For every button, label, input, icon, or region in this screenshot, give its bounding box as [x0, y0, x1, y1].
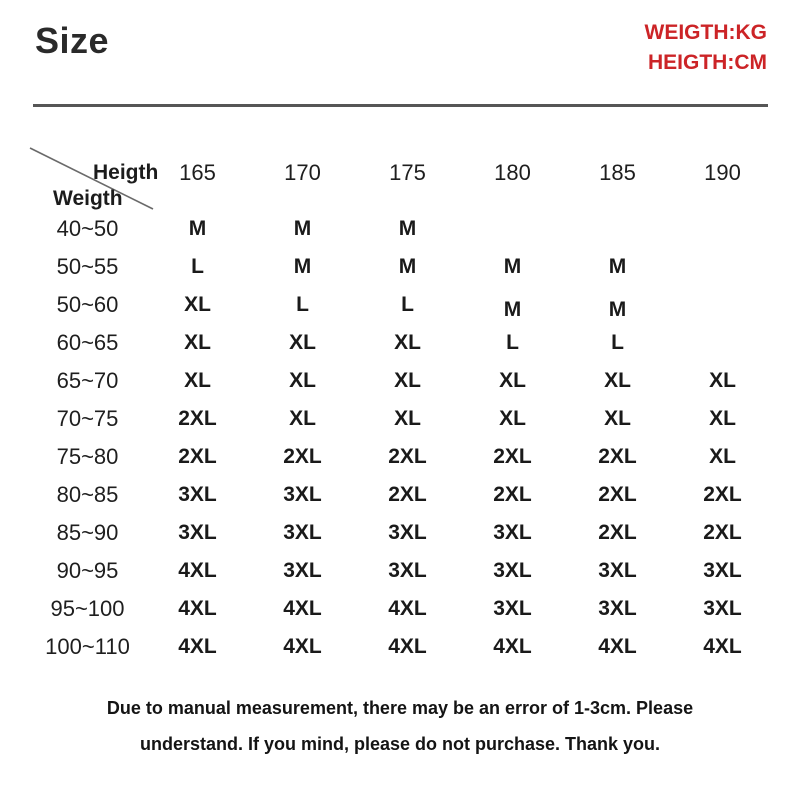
size-cell: 4XL — [493, 635, 532, 658]
size-cell: XL — [184, 369, 211, 392]
size-cell: XL — [289, 407, 316, 430]
size-cell: 2XL — [598, 483, 637, 506]
height-column-header: 175 — [389, 160, 426, 185]
corner-weight-label: Weigth — [53, 187, 123, 210]
size-cell: 2XL — [283, 445, 322, 468]
table-row — [30, 476, 775, 514]
size-cell: XL — [184, 331, 211, 354]
size-cell: 3XL — [388, 559, 427, 582]
size-cell: 3XL — [283, 483, 322, 506]
table-row — [30, 362, 775, 400]
size-cell: M — [608, 298, 627, 321]
size-cell: 4XL — [388, 635, 427, 658]
size-cell: 4XL — [598, 635, 637, 658]
weight-row-label: 50~60 — [56, 292, 119, 317]
disclaimer-text — [0, 690, 800, 762]
size-cell-empty — [670, 286, 775, 324]
size-cell: M — [398, 217, 417, 240]
table-header-row — [30, 148, 775, 210]
size-cell: M — [188, 217, 207, 240]
weight-row-label: 40~50 — [56, 216, 119, 241]
height-column-header: 180 — [494, 160, 531, 185]
units-legend — [645, 18, 767, 78]
size-cell: XL — [499, 369, 526, 392]
size-cell: XL — [394, 331, 421, 354]
size-cell: L — [611, 331, 624, 354]
size-cell: 2XL — [388, 483, 427, 506]
size-cell: XL — [709, 369, 736, 392]
weight-row-label: 65~70 — [56, 368, 119, 393]
size-cell: 3XL — [493, 559, 532, 582]
weight-row-label: 50~55 — [56, 254, 119, 279]
size-cell: 4XL — [178, 559, 217, 582]
height-column-header: 185 — [599, 160, 636, 185]
size-cell: 4XL — [283, 635, 322, 658]
size-cell: 2XL — [598, 445, 637, 468]
table-row — [30, 210, 775, 248]
size-cell: 2XL — [598, 521, 637, 544]
weight-row-label: 80~85 — [56, 482, 119, 507]
table-row — [30, 628, 775, 666]
size-cell: 2XL — [178, 445, 217, 468]
size-cell: L — [401, 293, 414, 316]
size-cell: XL — [289, 331, 316, 354]
size-cell-empty — [460, 210, 565, 248]
size-cell: 2XL — [703, 521, 742, 544]
height-unit-label: HEIGTH:CM — [648, 51, 767, 74]
size-cell: 2XL — [178, 407, 217, 430]
size-cell: XL — [394, 407, 421, 430]
table-corner-cell — [30, 148, 159, 210]
weight-row-label: 100~110 — [45, 634, 130, 659]
table-row — [30, 248, 775, 286]
disclaimer-line-2: understand. If you mind, please do not purchase. Thank you. — [139, 734, 661, 754]
size-cell: 3XL — [598, 559, 637, 582]
size-table — [30, 148, 775, 666]
weight-row-label: 85~90 — [56, 520, 119, 545]
size-cell: XL — [499, 407, 526, 430]
height-column-header: 165 — [179, 160, 216, 185]
size-cell: XL — [604, 407, 631, 430]
size-cell: L — [191, 255, 204, 278]
height-column-header: 170 — [284, 160, 321, 185]
table-row — [30, 438, 775, 476]
table-row — [30, 590, 775, 628]
table-row — [30, 324, 775, 362]
weight-unit-label: WEIGTH:KG — [644, 21, 767, 44]
size-cell: 3XL — [598, 597, 637, 620]
size-cell: 2XL — [388, 445, 427, 468]
size-cell-empty — [565, 210, 670, 248]
size-cell: 3XL — [388, 521, 427, 544]
size-cell: L — [506, 331, 519, 354]
size-cell: L — [296, 293, 309, 316]
size-cell: 4XL — [283, 597, 322, 620]
corner-height-label: Heigth — [93, 161, 159, 184]
table-row — [30, 400, 775, 438]
size-cell: M — [608, 255, 627, 278]
size-cell-empty — [670, 210, 775, 248]
height-column-header: 190 — [704, 160, 741, 185]
size-cell: M — [503, 255, 522, 278]
table-row — [30, 286, 775, 324]
size-cell: 4XL — [178, 635, 217, 658]
table-row — [30, 552, 775, 590]
size-cell: XL — [289, 369, 316, 392]
weight-row-label: 90~95 — [56, 558, 119, 583]
size-table-body — [30, 210, 775, 666]
size-cell-empty — [670, 324, 775, 362]
size-cell: M — [398, 255, 417, 278]
size-cell: M — [293, 255, 312, 278]
size-cell: 2XL — [493, 445, 532, 468]
weight-row-label: 75~80 — [56, 444, 119, 469]
size-cell: XL — [604, 369, 631, 392]
size-cell: 3XL — [178, 483, 217, 506]
size-cell: 3XL — [703, 559, 742, 582]
size-cell: M — [503, 298, 522, 321]
disclaimer-line-1: Due to manual measurement, there may be an error of 1-3cm. Please — [106, 698, 694, 718]
size-cell: 3XL — [283, 559, 322, 582]
size-cell: 4XL — [388, 597, 427, 620]
size-cell: 4XL — [703, 635, 742, 658]
weight-row-label: 60~65 — [56, 330, 119, 355]
size-cell: 2XL — [493, 483, 532, 506]
size-cell: 4XL — [178, 597, 217, 620]
size-cell: XL — [394, 369, 421, 392]
size-cell: 2XL — [703, 483, 742, 506]
size-cell: XL — [709, 407, 736, 430]
size-cell: 3XL — [703, 597, 742, 620]
horizontal-divider — [33, 104, 768, 107]
size-cell: 3XL — [283, 521, 322, 544]
size-cell: 3XL — [178, 521, 217, 544]
page-title: Size — [35, 20, 110, 61]
weight-row-label: 95~100 — [50, 596, 125, 621]
size-cell-empty — [670, 248, 775, 286]
size-cell: XL — [184, 293, 211, 316]
weight-row-label: 70~75 — [56, 406, 119, 431]
size-cell: XL — [709, 445, 736, 468]
table-row — [30, 514, 775, 552]
size-cell: M — [293, 217, 312, 240]
size-cell: 3XL — [493, 597, 532, 620]
size-cell: 3XL — [493, 521, 532, 544]
